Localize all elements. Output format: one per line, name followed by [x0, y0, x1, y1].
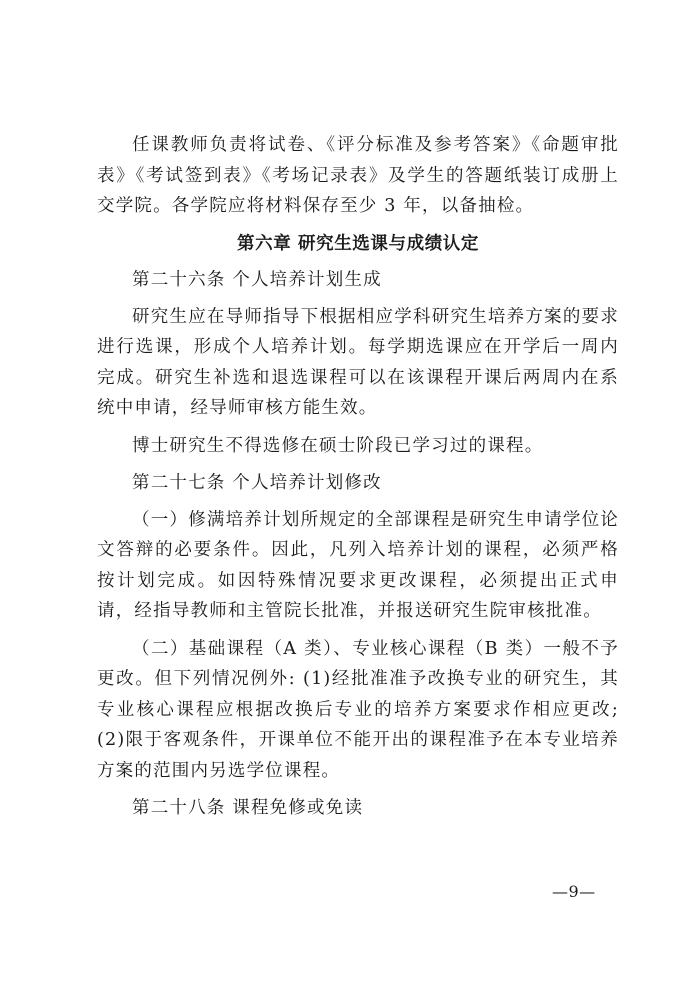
article-28-title: 第二十八条 课程免修或免读	[132, 798, 364, 818]
article-27-title: 第二十七条 个人培养计划修改	[132, 473, 382, 493]
page-number: —9—	[552, 882, 596, 901]
paragraph-doctoral-restriction: 博士研究生不得选修在硕士阶段已学习过的课程。	[132, 435, 544, 456]
paragraph-plan-modification-1: （一）修满培养计划所规定的全部课程是研究生申请学位论文答辩的必要条件。因此，凡列入培养计划的课程，必须严格按计划完成。如因特殊情况要求更改课程，必须提出正式申请，经指导教师和主管院长批准，并报送研究生院审核批准。	[97, 509, 619, 621]
chapter-heading: 第六章 研究生选课与成绩认定	[237, 233, 479, 254]
document-body	[97, 130, 619, 830]
article-26-title: 第二十六条 个人培养计划生成	[132, 270, 382, 290]
paragraph-exam-materials: 任课教师负责将试卷、《评分标准及参考答案》《命题审批表》《考试签到表》《考场记录表》及学生的答题纸装订成册上交学院。各学院应将材料保存至少 3 年，以备抽检。	[97, 135, 619, 216]
paragraph-course-selection: 研究生应在导师指导下根据相应学科研究生培养方案的要求进行选课，形成个人培养计划。每学期选课应在开学后一周内完成。研究生补选和退选课程可以在该课程开课后两周内在系统中申请，经导师审核方能生效。	[97, 306, 619, 418]
paragraph-plan-modification-2: （二）基础课程（A 类）、专业核心课程（B 类）一般不予更改。但下列情况例外: (1)经批准准予改换专业的研究生，其专业核心课程应根据改换后专业的培养方案要求作相应更改; (2)限于客观条件，开课单位不能开出的课程准予在本专业培养方案的范围内另选学位课程。	[97, 638, 619, 781]
